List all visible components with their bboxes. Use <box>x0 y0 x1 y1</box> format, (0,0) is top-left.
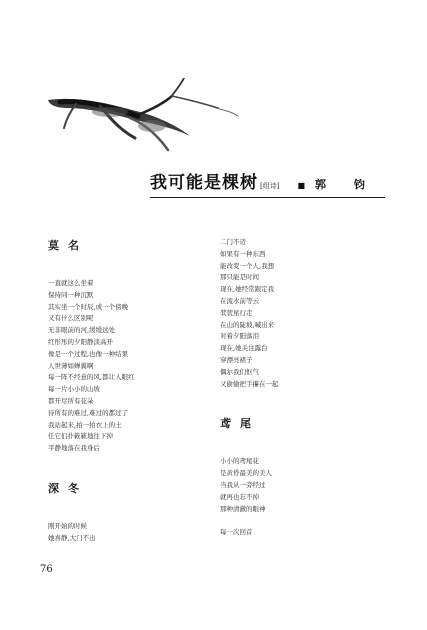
stanza-break <box>220 515 380 527</box>
poem-line: 如果有一种东西 <box>220 249 266 258</box>
spacer <box>220 390 380 415</box>
poem-line: 无非眼前的河,缓缓远处 <box>48 326 116 335</box>
poem-line: 保持同一种沉默 <box>48 290 94 299</box>
author-name: 郭 钧 <box>315 178 377 191</box>
poem-line: 现在,她关注露台 <box>220 344 268 353</box>
square-marker-icon: ■ <box>297 181 306 190</box>
left-column <box>48 237 198 545</box>
poem-line: 那种清澈的眼神 <box>220 504 266 513</box>
page-number: 76 <box>40 564 53 575</box>
article-title: 我可能是棵树 <box>150 173 258 193</box>
title-rule <box>150 197 385 198</box>
poem-line: 每一阵不经意的风,都让人眼红 <box>48 373 135 382</box>
poem-line: 对着夕阳落泪 <box>220 332 259 341</box>
section-title: 鸢尾 <box>220 417 260 431</box>
poem-line: 平静地落在我身后 <box>48 444 100 453</box>
spacer <box>220 432 380 456</box>
poem-line: 我站起来,拍一拍衣上的土 <box>48 420 122 429</box>
section-title: 深冬 <box>48 481 88 495</box>
poem-line: 当我从一旁经过 <box>220 480 266 489</box>
poem-section <box>220 415 380 539</box>
article-header <box>150 168 385 198</box>
poem-line: 每一次回首 <box>220 528 253 537</box>
poem-section <box>48 480 198 545</box>
section-title: 莫名 <box>48 239 88 252</box>
poem-line: 一直就这么坐着 <box>48 279 94 287</box>
poem-line: 在山的陡坡,喊出来 <box>220 320 275 329</box>
poem-line: 人世薄如蝉翼啊 <box>48 361 94 370</box>
poem-line: 都开尽所有花朵 <box>48 396 94 405</box>
poem-line: 她喜静,大门不出 <box>48 533 96 542</box>
poem-line: 任它们扑簌簌地往下掉 <box>48 432 113 441</box>
poem-line: 每一片小小的山坡 <box>48 385 100 394</box>
poem-line: 穿漂亮裙子 <box>220 355 253 364</box>
poem-line: 二门不迈 <box>220 238 246 246</box>
poem-line: 现在,她经常跟定我 <box>220 285 275 294</box>
spacer <box>48 497 198 521</box>
spacer <box>48 254 198 278</box>
poem-line: 是黄昏最美的美人 <box>220 469 272 478</box>
poem-line: 像是一个过程,也像一种结果 <box>48 349 129 358</box>
spacer <box>48 455 198 480</box>
poem-line: 又偷偷把手攥在一起 <box>220 379 279 388</box>
poem-section <box>48 237 198 455</box>
poem-line: 茕茕星行走 <box>220 308 253 317</box>
poem-continuation <box>220 237 380 390</box>
poem-line: 红彤彤的夕阳静淡高开 <box>48 337 113 346</box>
poem-line: 能改变一个人,我想 <box>220 261 275 270</box>
poem-line: 那只能是时间 <box>220 273 259 282</box>
poem-line: 刚开始的时候 <box>48 521 87 530</box>
poem-line: 又有什么区别呢 <box>48 314 94 323</box>
poem-line: 待所有的难过,难过的都过了 <box>48 408 129 417</box>
right-column <box>220 237 380 539</box>
poem-line: 偶尔我们怄气 <box>220 367 259 376</box>
poem-line: 其实坐一个时辰,或一个傍晚 <box>48 302 129 311</box>
poem-line: 就再也忘不掉 <box>220 492 259 501</box>
poem-line: 小小的鸢尾花 <box>220 457 259 466</box>
ink-branch-illustration <box>40 78 240 158</box>
genre-tag: [组诗] <box>260 182 280 190</box>
poem-line: 在流水前等云 <box>220 296 259 305</box>
title-row <box>150 168 385 193</box>
